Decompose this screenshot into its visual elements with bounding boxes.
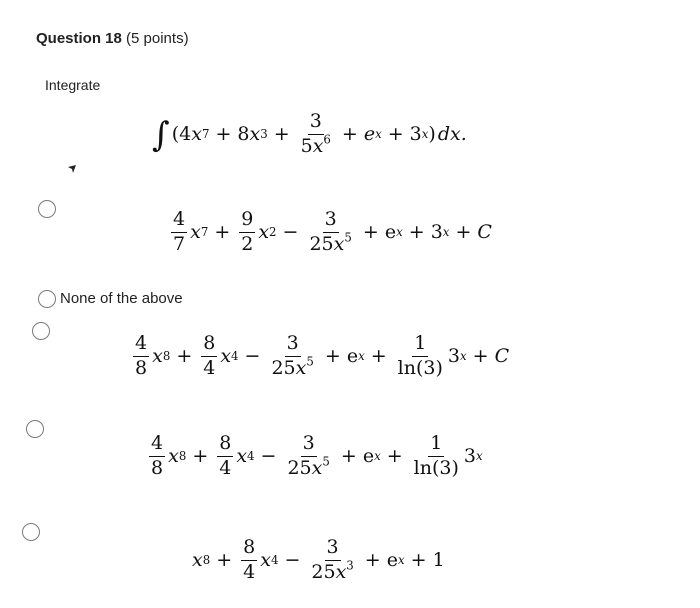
integral-fraction: $\frac{3}{5x^6}$ — [300, 110, 331, 157]
option-3-expression: $\frac{4}{8}$ x 8 + $\frac{8}{4}$ x 4 − $\frac{3}{25x^5}$ + e x + $\frac{1}{\ln(3)}$ 3 x + C — [135, 332, 510, 379]
mouse-cursor-icon — [67, 164, 77, 174]
option-4-expression: $\frac{4}{8}$ x 8 + $\frac{8}{4}$ x 4 − $\frac{3}{25x^5}$ + e x + $\frac{1}{\ln(3)}$ 3 x — [151, 432, 483, 479]
question-title — [36, 30, 189, 47]
option-4-radio[interactable] — [26, 420, 44, 438]
integral-symbol: ∫ — [152, 115, 170, 156]
option-5-expression: x 8 + $\frac{8}{4}$ x 4 − $\frac{3}{25x^3}$ + e x + 1 — [192, 536, 445, 583]
option-5-radio[interactable] — [22, 523, 40, 541]
question-points: (5 points) — [126, 30, 189, 47]
option-1-expression: $\frac{4}{7}$ x 7 + $\frac{9}{2}$ x 2 − $\frac{3}{25x^5}$ + e x + 3 x + C — [173, 208, 492, 255]
option-3-radio[interactable] — [32, 322, 50, 340]
option-2-label[interactable]: None of the above — [60, 290, 183, 307]
question-instruction: Integrate — [45, 77, 101, 93]
option-2-radio[interactable] — [38, 290, 56, 308]
option-1-radio[interactable] — [38, 200, 56, 218]
integral-expression: ∫ (4 x 7 + 8 x 3 + $\frac{3}{5x^6}$ + e x + 3 x ) dx. — [152, 110, 467, 157]
question-number: Question 18 — [36, 30, 122, 47]
